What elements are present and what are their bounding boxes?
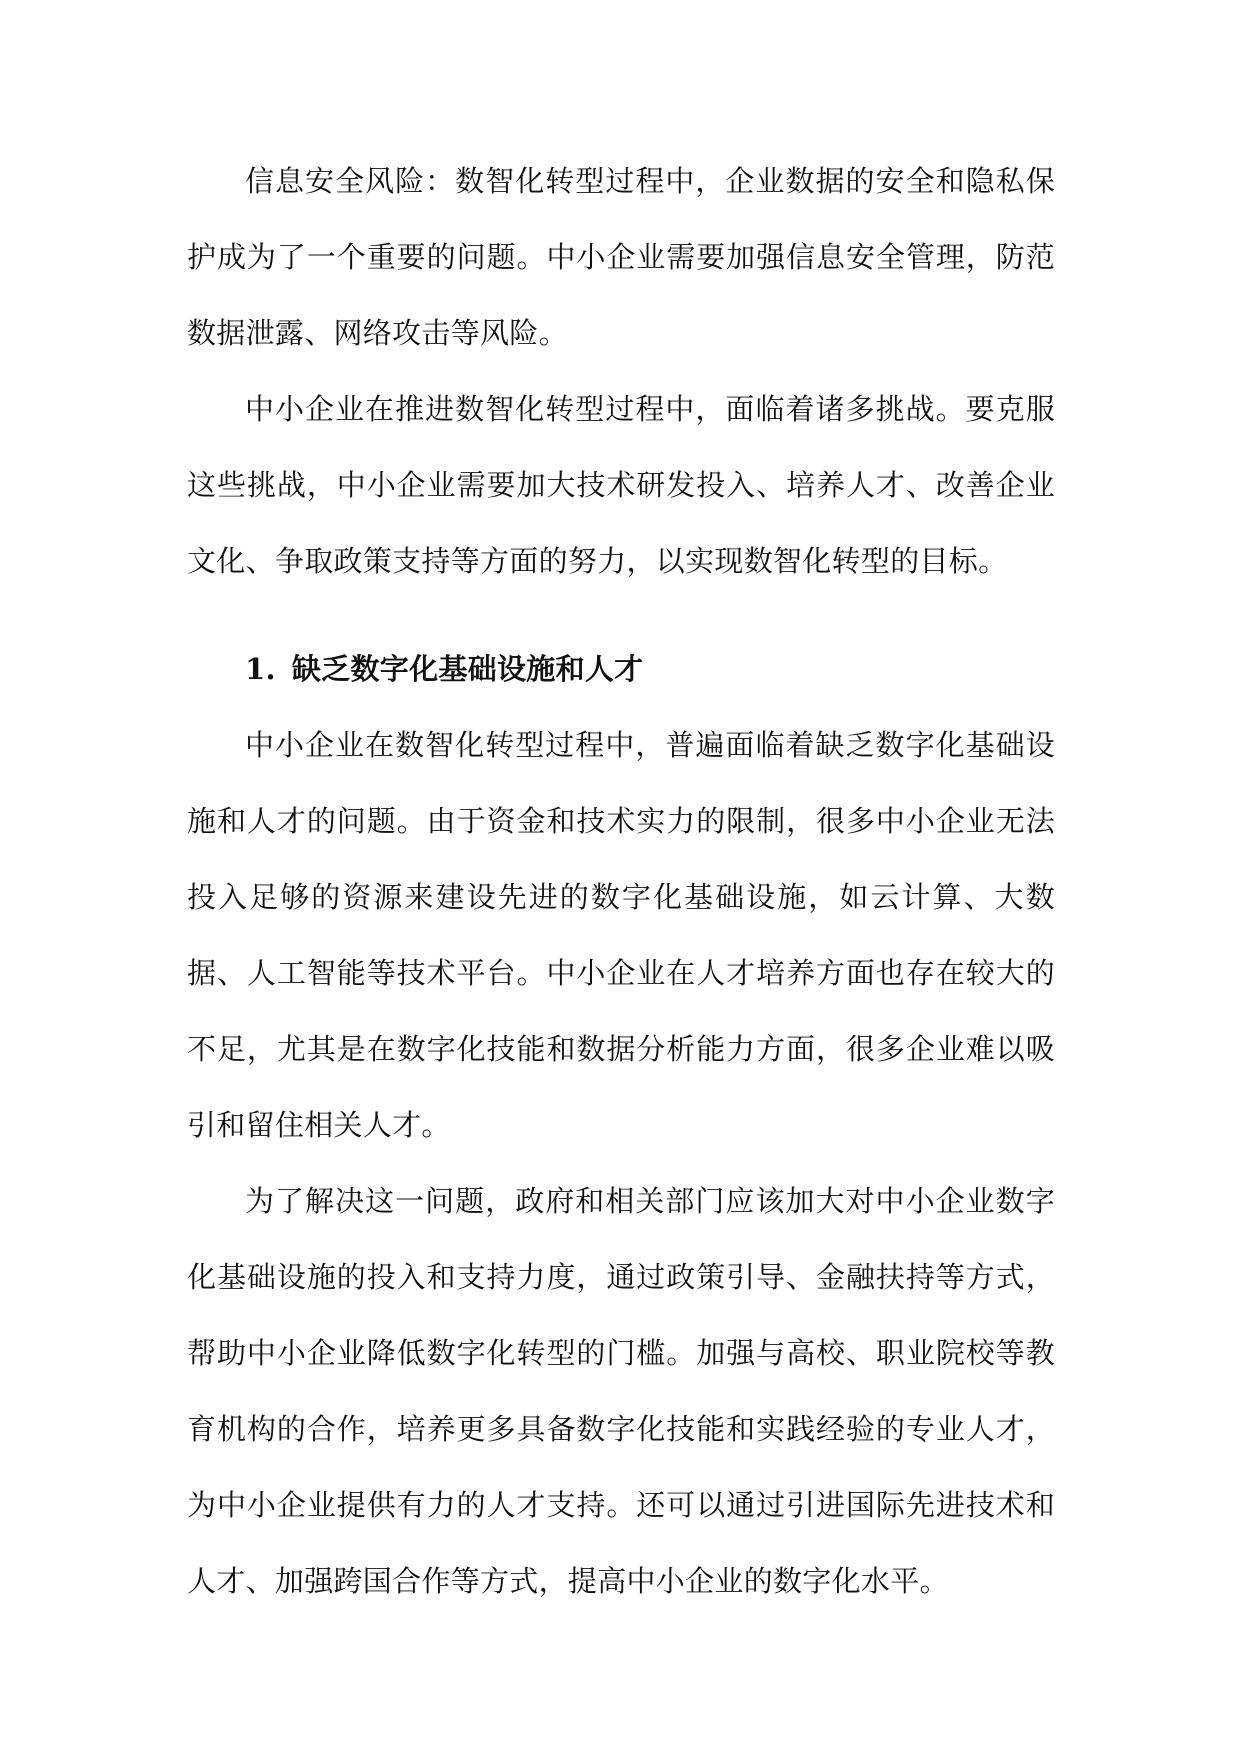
page-content [187,143,1055,1619]
section-heading [187,631,1055,707]
paragraph-solutions: 为了解决这一问题，政府和相关部门应该加大对中小企业数字化基础设施的投入和支持力度，通过政策引导、金融扶持等方式，帮助中小企业降低数字化转型的门槛。加强与高校、职业院校等教育机构的合作，培养更多具备数字化技能和实践经验的专业人才，为中小企业提供有力的人才支持。还可以通过引进国际先进技术和人才、加强跨国合作等方式，提高中小企业的数字化水平。 [187,1184,1055,1598]
paragraph-challenges-summary: 中小企业在推进数智化转型过程中，面临着诸多挑战。要克服这些挑战，中小企业需要加大技术研发投入、培养人才、改善企业文化、争取政策支持等方面的努力，以实现数智化转型的目标。 [187,392,1055,578]
paragraph-infrastructure-talent-problem: 中小企业在数智化转型过程中，普遍面临着缺乏数字化基础设施和人才的问题。由于资金和技术实力的限制，很多中小企业无法投入足够的资源来建设先进的数字化基础设施，如云计算、大数据、人工智能等技术平台。中小企业在人才培养方面也存在较大的不足，尤其是在数字化技能和数据分析能力方面，很多企业难以吸引和留住相关人才。 [187,728,1055,1142]
section-number: 1. [245,652,276,686]
paragraph-information-security: 信息安全风险：数智化转型过程中，企业数据的安全和隐私保护成为了一个重要的问题。中小企业需要加强信息安全管理，防范数据泄露、网络攻击等风险。 [187,164,1055,350]
section-title: 缺乏数字化基础设施和人才 [291,652,644,686]
